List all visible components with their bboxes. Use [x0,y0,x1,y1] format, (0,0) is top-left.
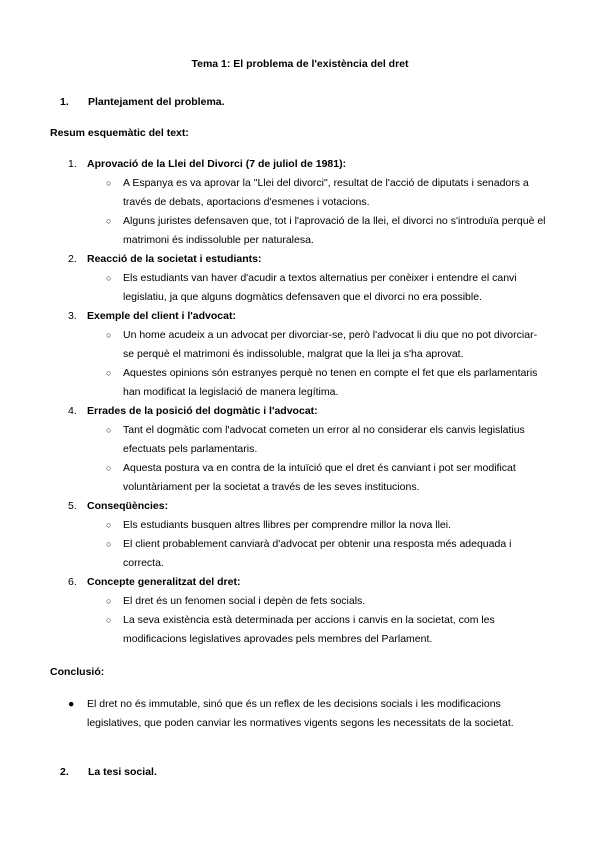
filled-bullet-icon: ● [68,698,75,710]
hollow-bullet-icon: ○ [106,178,112,188]
bullet-text: Un home acudeix a un advocat per divorciar-se, però l'advocat li diu que no pot divorciar-se perquè el matrimoni és indissoluble, malgrat que la llei ja s'ha aprovat. [123,329,538,360]
list-item [106,174,548,212]
item-title: Aprovació de la Llei del Divorci (7 de juliol de 1981): [87,158,347,170]
hollow-bullet-icon: ○ [106,539,112,549]
section-2-number: 2. [60,766,69,778]
hollow-bullet-icon: ○ [106,596,112,606]
section-1-number: 1. [60,96,69,108]
bullet-text: La seva existència està determinada per accions i canvis en la societat, com les modificacions legislatives aprovades pels membres del Parlament. [123,614,495,645]
summary-item-1 [68,155,548,250]
list-item [106,459,548,497]
section-2-heading [60,766,157,778]
list-item [106,421,548,459]
section-1-label: Plantejament del problema. [88,96,225,108]
hollow-bullet-icon: ○ [106,273,112,283]
item-number: 6. [68,576,77,588]
item-title: Conseqüències: [87,500,169,512]
list-item [106,212,548,250]
list-item [106,326,548,364]
bullet-text: Els estudiants van haver d'acudir a textos alternatius per conèixer i entendre el canvi legislatiu, ja que alguns dogmàtics defensaven que el divorci no era possible. [123,272,517,303]
hollow-bullet-icon: ○ [106,425,112,435]
item-title: Concepte generalitzat del dret: [87,576,241,588]
conclusion-text: El dret no és immutable, sinó que és un reflex de les decisions socials i les modificacions legislatives, que poden canviar les normatives vigents segons les necessitats de la societat. [87,698,514,729]
list-item [106,364,548,402]
bullet-text: Aquesta postura va en contra de la intuïció que el dret és canviant i pot ser modificat voluntàriament per la societat a través de les seves institucions. [123,462,516,493]
hollow-bullet-icon: ○ [106,368,112,378]
summary-list [68,155,548,649]
summary-item-5 [68,497,548,573]
hollow-bullet-icon: ○ [106,216,112,226]
bullet-text: Aquestes opinions són estranyes perquè no tenen en compte el fet que els parlamentaris han modificat la legislació de manera legítima. [123,367,538,398]
section-2-label: La tesi social. [88,766,157,778]
bullet-text: El client probablement canviarà d'advocat per obtenir una resposta més adequada i correcta. [123,538,512,569]
bullet-text: Els estudiants busquen altres llibres per comprendre millor la nova llei. [123,519,451,531]
item-title: Exemple del client i l'advocat: [87,310,236,322]
section-1-heading [60,96,225,108]
list-item [68,695,548,733]
item-number: 2. [68,253,77,265]
list-item [106,516,548,535]
hollow-bullet-icon: ○ [106,520,112,530]
item-number: 5. [68,500,77,512]
item-title: Errades de la posició del dogmàtic i l'advocat: [87,405,318,417]
summary-item-6 [68,573,548,649]
summary-item-3 [68,307,548,402]
summary-heading: Resum esquemàtic del text: [50,127,189,139]
item-number: 3. [68,310,77,322]
summary-item-4 [68,402,548,497]
hollow-bullet-icon: ○ [106,330,112,340]
item-title: Reacció de la societat i estudiants: [87,253,262,265]
bullet-text: El dret és un fenomen social i depèn de fets socials. [123,595,366,607]
bullet-text: Alguns juristes defensaven que, tot i l'aprovació de la llei, el divorci no s'introduïa perquè el matrimoni és indissoluble per naturalesa. [123,215,546,246]
list-item [106,611,548,649]
bullet-text: Tant el dogmàtic com l'advocat cometen un error al no considerar els canvis legislatius efectuats pels parlamentaris. [123,424,525,455]
item-number: 4. [68,405,77,417]
bullet-text: A Espanya es va aprovar la "Llei del divorci", resultat de l'acció de diputats i senadors a través de debats, aportacions d'esmenes i votacions. [123,177,529,208]
list-item [106,592,548,611]
hollow-bullet-icon: ○ [106,615,112,625]
list-item [106,535,548,573]
list-item [106,269,548,307]
hollow-bullet-icon: ○ [106,463,112,473]
conclusion-heading: Conclusió: [50,666,105,678]
summary-item-2 [68,250,548,307]
item-number: 1. [68,158,77,170]
page-title: Tema 1: El problema de l'existència del dret [191,58,409,70]
conclusion-list [68,695,548,733]
